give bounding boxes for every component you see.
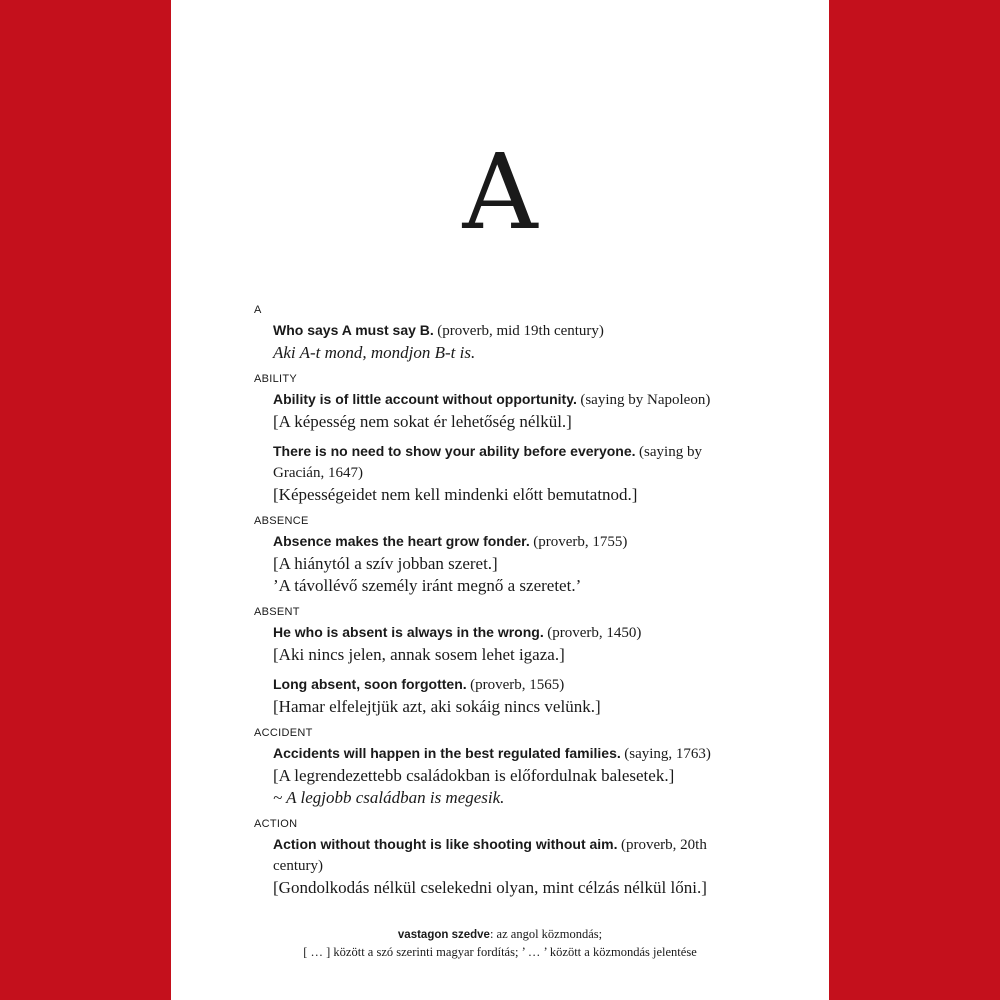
headword: A <box>254 304 262 316</box>
headword-section <box>254 304 754 364</box>
english-proverb: Accidents will happen in the best regulated families. <box>273 745 621 761</box>
headword: ABSENT <box>254 606 300 618</box>
hungarian-translation: [A hiánytól a szív jobban szeret.] <box>273 554 498 573</box>
legend-footer <box>171 926 829 961</box>
entries-list <box>254 304 754 908</box>
hungarian-translation: [Aki nincs jelen, annak sosem lehet igaza.] <box>273 645 565 664</box>
proverb-entry <box>273 674 754 718</box>
english-proverb: Absence makes the heart grow fonder. <box>273 533 530 549</box>
dictionary-page <box>171 0 829 1000</box>
hungarian-translation: [A képesség nem sokat ér lehetőség nélkül.] <box>273 412 572 431</box>
headword: ACTION <box>254 818 298 830</box>
headword-section <box>254 373 754 506</box>
proverb-entry <box>273 743 754 809</box>
section-letter: A <box>462 131 538 253</box>
legend-line-1 <box>171 926 829 944</box>
hungarian-translation: ’A távollévő személy iránt megnő a szeretet.’ <box>273 576 582 595</box>
hungarian-translation: [A legrendezettebb családokban is előfordulnak balesetek.] <box>273 766 675 785</box>
proverb-line <box>273 531 754 553</box>
proverb-source: (proverb, 1450) <box>547 625 642 641</box>
hungarian-translation: [Képességeidet nem kell mindenki előtt bemutatnod.] <box>273 485 638 504</box>
proverb-source: (saying by Napoleon) <box>580 392 711 408</box>
legend-line-2: [ … ] között a szó szerinti magyar fordítás; ’ … ’ között a közmondás jelentése <box>303 945 697 959</box>
hungarian-translation: [Gondolkodás nélkül cselekedni olyan, mint célzás nélkül lőni.] <box>273 878 707 897</box>
proverb-line <box>273 389 754 411</box>
english-proverb: He who is absent is always in the wrong. <box>273 624 544 640</box>
headword-section <box>254 818 754 899</box>
proverb-source: (proverb, 1565) <box>470 677 565 693</box>
headword: ABSENCE <box>254 515 309 527</box>
english-proverb: There is no need to show your ability before everyone. <box>273 443 636 459</box>
english-proverb: Ability is of little account without opportunity. <box>273 391 577 407</box>
proverb-source: (proverb, 20th century) <box>273 837 707 874</box>
proverb-line <box>273 743 754 765</box>
hungarian-translation: Aki A-t mond, mondjon B-t is. <box>273 343 476 362</box>
proverb-source: (proverb, 1755) <box>533 534 628 550</box>
proverb-entry <box>273 441 754 506</box>
proverb-source: (saying by Gracián, 1647) <box>273 444 702 481</box>
english-proverb: Who says A must say B. <box>273 322 434 338</box>
proverb-entry <box>273 389 754 433</box>
proverb-line <box>273 320 754 342</box>
english-proverb: Action without thought is like shooting without aim. <box>273 836 618 852</box>
legend-line-1-text: : az angol közmondás; <box>489 927 603 941</box>
proverb-entry <box>273 531 754 597</box>
proverb-source: (saying, 1763) <box>624 746 711 762</box>
proverb-line <box>273 834 754 877</box>
proverb-entry <box>273 622 754 666</box>
headword-section <box>254 515 754 597</box>
headword-section <box>254 606 754 718</box>
proverb-entry <box>273 320 754 364</box>
hungarian-translation: [Hamar elfelejtjük azt, aki sokáig nincs velünk.] <box>273 697 601 716</box>
proverb-line <box>273 441 754 484</box>
proverb-line <box>273 674 754 696</box>
proverb-source: (proverb, mid 19th century) <box>437 323 604 339</box>
headword: ACCIDENT <box>254 727 313 739</box>
headword: ABILITY <box>254 373 298 385</box>
legend-bold-label: vastagon szedve <box>397 929 490 941</box>
english-proverb: Long absent, soon forgotten. <box>273 676 467 692</box>
headword-section <box>254 727 754 809</box>
proverb-line <box>273 622 754 644</box>
hungarian-translation: ~ A legjobb családban is megesik. <box>273 788 505 807</box>
proverb-entry <box>273 834 754 899</box>
